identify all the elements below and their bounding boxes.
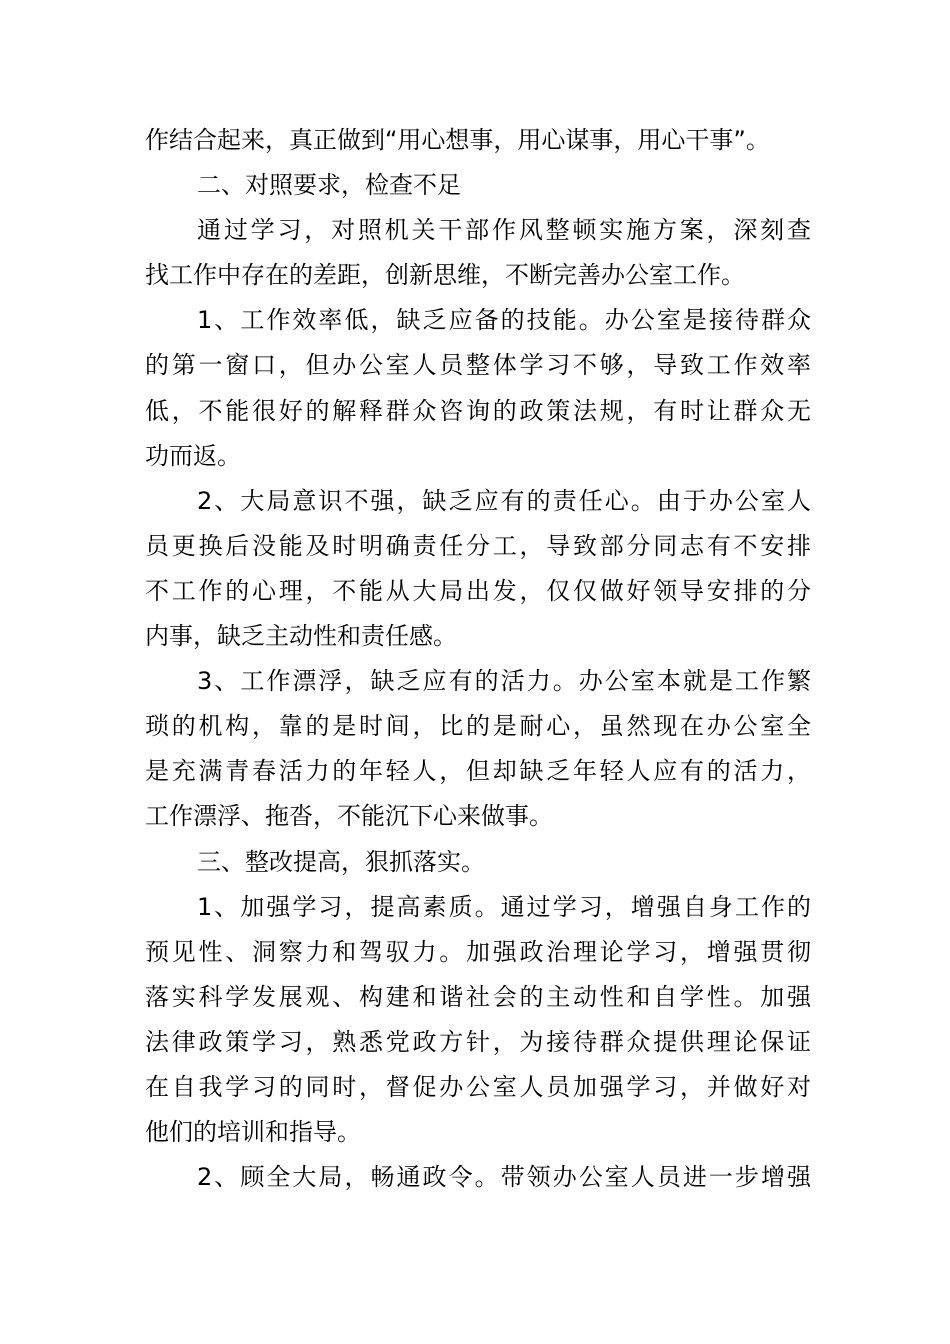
text-line: 内事，缺乏主动性和责任感。 [145, 622, 457, 651]
text-line: 功而返。 [145, 441, 241, 470]
text-line: 琐的机构，靠的是时间，比的是耐心，虽然现在办公室全 [145, 712, 811, 741]
text-line: 他们的培训和指导。 [145, 1118, 361, 1147]
text-line: 的第一窗口，但办公室人员整体学习不够，导致工作效率 [145, 351, 811, 380]
text-line: 2、大局意识不强，缺乏应有的责任心。由于办公室人 [197, 486, 811, 515]
text-line: 员更换后没能及时明确责任分工，导致部分同志有不安排 [145, 531, 811, 560]
text-line: 预见性、洞察力和驾驭力。加强政治理论学习，增强贯彻 [145, 937, 811, 966]
text-line: 二、对照要求，检查不足 [197, 171, 461, 200]
text-line: 是充满青春活力的年轻人，但却缺乏年轻人应有的活力， [145, 757, 811, 786]
text-line: 3、工作漂浮，缺乏应有的活力。办公室本就是工作繁 [197, 667, 811, 696]
text-line: 找工作中存在的差距，创新思维，不断完善办公室工作。 [145, 261, 745, 290]
text-line: 作结合起来，真正做到“用心想事，用心谋事，用心干事”。 [145, 126, 770, 154]
text-line: 在自我学习的同时，督促办公室人员加强学习，并做好对 [145, 1072, 811, 1101]
text-line: 1、工作效率低，缺乏应备的技能。办公室是接待群众 [197, 306, 811, 335]
text-line: 通过学习，对照机关干部作风整顿实施方案，深刻查 [197, 216, 811, 245]
text-line: 1、加强学习，提高素质。通过学习，增强自身工作的 [197, 892, 811, 921]
text-line: 法律政策学习，熟悉党政方针，为接待群众提供理论保证 [145, 1027, 811, 1056]
text-line: 工作漂浮、拖沓，不能沉下心来做事。 [145, 802, 553, 831]
text-line: 落实科学发展观、构建和谐社会的主动性和自学性。加强 [145, 982, 811, 1011]
text-line: 2、顾全大局，畅通政令。带领办公室人员进一步增强 [197, 1163, 811, 1192]
text-line: 三、整改提高，狠抓落实。 [197, 847, 485, 876]
text-line: 不工作的心理，不能从大局出发，仅仅做好领导安排的分 [145, 576, 811, 605]
text-line: 低，不能很好的解释群众咨询的政策法规，有时让群众无 [145, 396, 811, 425]
document-body [145, 118, 811, 1200]
